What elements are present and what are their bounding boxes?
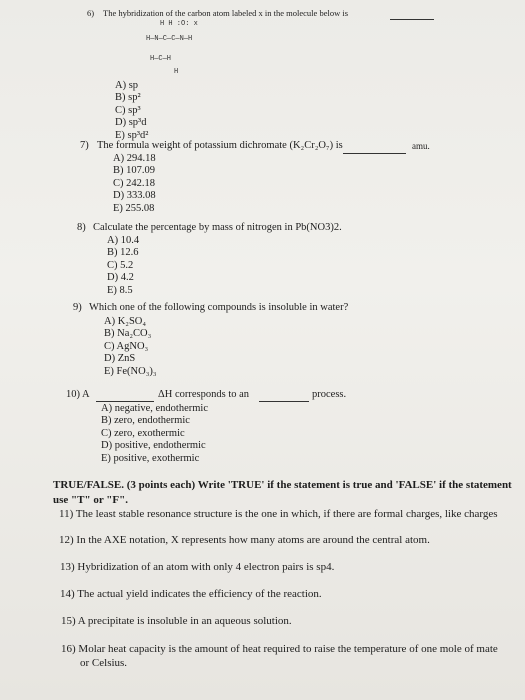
option-d: D) ZnS <box>104 353 136 365</box>
option-b: B) zero, endothermic <box>101 415 190 427</box>
tf-item-12: 12) In the AXE notation, X represents how many atoms are around the central atom. <box>59 534 430 546</box>
molecule-row-3: H—C—H <box>150 55 172 63</box>
option-e: E) positive, exothermic <box>101 452 200 464</box>
option-b: B) sp² <box>115 92 141 104</box>
options-list <box>104 316 157 378</box>
option-a: A) K₂SO₄ <box>104 316 147 327</box>
question-text: The hybridization of the carbon atom labeled x in the molecule below is <box>103 8 349 18</box>
tf-item-16-cont: or Celsius. <box>80 657 128 669</box>
options-list <box>101 403 208 465</box>
option-e: E) 8.5 <box>107 284 133 296</box>
options-list <box>113 153 156 215</box>
option-a: A) negative, endothermic <box>101 403 208 414</box>
tf-item-13: 13) Hybridization of an atom with only 4 electron pairs is sp4. <box>60 561 335 573</box>
option-d: D) sp³d <box>115 117 147 129</box>
option-a: A) sp <box>115 80 139 91</box>
question-text: ΔH corresponds to an <box>158 389 250 400</box>
option-b: B) 12.6 <box>107 247 139 259</box>
option-d: D) 333.08 <box>113 190 156 202</box>
question-number: 10) A <box>66 389 90 400</box>
option-a: A) 10.4 <box>107 235 140 246</box>
option-c: C) AgNO₃ <box>104 340 149 352</box>
molecule-row-4: H <box>174 68 179 76</box>
option-d: D) 4.2 <box>107 272 134 284</box>
question-number: 9) <box>73 302 82 313</box>
options-list <box>115 80 148 142</box>
answer-blank <box>390 18 434 20</box>
option-e: E) sp³d² <box>115 129 149 141</box>
question-text-end: process. <box>312 389 347 400</box>
question-number: 8) <box>77 222 86 233</box>
question-text: Calculate the percentage by mass of nitrogen in Pb(NO3)2. <box>93 222 342 233</box>
answer-blank-2 <box>259 400 309 402</box>
option-b: B) 107.09 <box>113 165 155 177</box>
option-c: C) 5.2 <box>107 259 134 271</box>
option-a: A) 294.18 <box>113 153 156 164</box>
tf-item-15: 15) A precipitate is insoluble in an aqueous solution. <box>61 615 292 627</box>
molecule-row-2: H—N—C—C—N—H <box>146 35 193 43</box>
answer-blank-1 <box>96 400 154 402</box>
option-c: C) 242.18 <box>113 177 155 189</box>
section-heading: TRUE/FALSE. (3 points each) Write 'TRUE' if the statement is true and 'FALSE' if the statement <box>53 479 512 491</box>
molecule-row-1: H H :O: x <box>160 20 198 28</box>
unit-label: amu. <box>412 141 430 151</box>
question-number: 6) <box>87 8 95 18</box>
option-e: E) 255.08 <box>113 202 155 214</box>
tf-item-11: 11) The least stable resonance structure is the one in which, if there are formal charges, like charges <box>59 508 498 520</box>
section-heading-cont: use "T" or "F". <box>53 494 128 506</box>
options-list <box>107 235 139 297</box>
option-b: B) Na₂CO₃ <box>104 328 152 340</box>
tf-item-16: 16) Molar heat capacity is the amount of heat required to raise the temperature of one mole of mate <box>61 643 498 655</box>
option-e: E) Fe(NO₃)₃ <box>104 365 157 377</box>
option-c: C) zero, exothermic <box>101 427 185 439</box>
question-text: The formula weight of potassium dichromate (K₂Cr₂O₇) is <box>97 140 343 151</box>
option-c: C) sp³ <box>115 104 141 116</box>
question-text: Which one of the following compounds is insoluble in water? <box>89 302 349 313</box>
question-number: 7) <box>80 140 89 151</box>
option-d: D) positive, endothermic <box>101 440 206 452</box>
tf-item-14: 14) The actual yield indicates the efficiency of the reaction. <box>60 588 322 600</box>
answer-blank <box>343 152 406 154</box>
